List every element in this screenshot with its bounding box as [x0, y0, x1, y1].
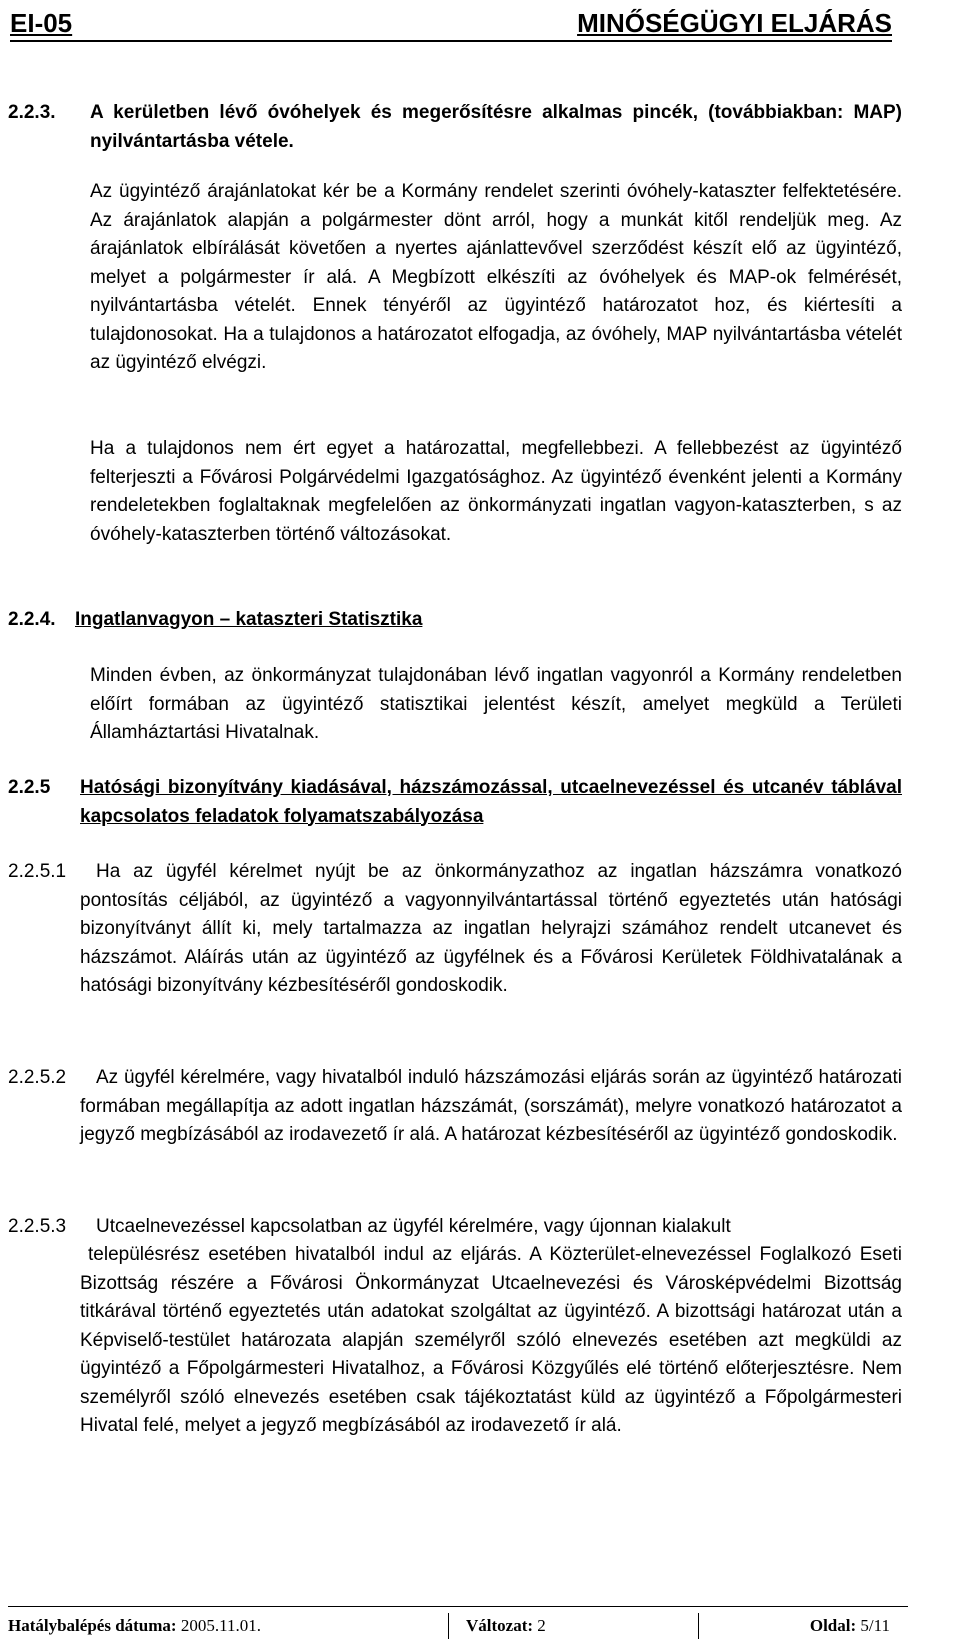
subsection-number: 2.2.5.3 — [8, 1216, 67, 1237]
version: Változat: 2 — [466, 1616, 546, 1635]
section-number: 2.2.3. — [8, 102, 56, 123]
effective-date: Hatálybalépés dátuma: 2005.11.01. — [8, 1616, 261, 1635]
paragraph-first-line: Utcaelnevezéssel kapcsolatban az ügyfél kérelmére, vagy újonnan kialakult — [96, 1216, 731, 1237]
page-number: Oldal: 5/11 — [809, 1616, 890, 1635]
document-header — [10, 6, 892, 42]
section-number: 2.2.4. — [8, 609, 56, 630]
subsection-number: 2.2.5.1 — [8, 861, 67, 882]
paragraph: Az ügyfél kérelmére, vagy hivatalból induló házszámozási eljárás során az ügyintéző határozati formában megállapítja az adott ingatlan házszámát, (sorszámát), melyre vonatkozó határozatot a jegyző megbízásából az irodavezető ír alá. A határozat kézbesítéséről az ügyintéző gondoskodik. — [80, 1067, 902, 1145]
document-type: MINŐSÉGÜGYI ELJÁRÁS — [577, 8, 892, 38]
section-title: A kerületben lévő óvóhelyek és megerősítésre alkalmas pincék, (továbbiakban: MAP) nyilvántartásba vétele. — [90, 102, 902, 152]
document-footer — [8, 1606, 908, 1641]
subsection-number: 2.2.5.2 — [8, 1067, 67, 1088]
paragraph: Az ügyintéző árajánlatokat kér be a Kormány rendelet szerinti óvóhely-kataszter felfektetésére. Az árajánlatok alapján a polgármester dönt arról, hogy a munkát kitől rendeljük meg. Az árajánlatok elbírálását követően a nyertes ajánlattevővel szerződést készít elő az ügyintéző, melyet a polgármester ír alá. A Megbízott elkészíti az óvóhelyek és MAP-ok felmérését, nyilvántartásba vételét. Ennek tényéről az ügyintéző határozatot hoz, és kiértesíti a tulajdonosokat. Ha a tulajdonos a határozatot elfogadja, az óvóhely, MAP nyilvántartásba vételét az ügyintéző elvégzi. — [90, 181, 902, 373]
section-number: 2.2.5 — [8, 777, 51, 798]
paragraph: Minden évben, az önkormányzat tulajdonában lévő ingatlan vagyonról a Kormány rendeletben előírt formában az ügyintéző statisztikai jelentést készít, amelyet megküld a Területi Államháztartási Hivatalnak. — [90, 665, 902, 743]
footer-divider — [448, 1613, 449, 1639]
paragraph: Ha az ügyfél kérelmet nyújt be az önkormányzathoz az ingatlan házszámra vonatkozó pontosítás céljából, az ügyintéző a vagyonnyilvántartással történő egyeztetés után hatósági bizonyítványt állít ki, mely tartalmazza az ingatlan helyrajzi számához rendelt utcanevet és házszámot. Aláírás után az ügyintéző az ügyfélnek és a Fővárosi Kerületek Földhivatalának a hatósági bizonyítvány kézbesítéséről gondoskodik. — [80, 861, 902, 996]
section-title: Hatósági bizonyítvány kiadásával, házszámozással, utcaelnevezéssel és utcanév táblával kapcsolatos feladatok folyamatszabályozása — [80, 777, 902, 827]
paragraph: Ha a tulajdonos nem ért egyet a határozattal, megfellebbezi. A fellebbezést az ügyintéző felterjeszti a Fővárosi Polgárvédelmi Igazgatósághoz. Az ügyintéző évenként jelenti a Kormány rendeletekben foglaltaknak megfelelően az önkormányzati ingatlan vagyon-kataszterben, s az óvóhely-kataszterben történő változásokat. — [90, 438, 902, 545]
paragraph: településrész esetében hivatalból indul az eljárás. A Közterület-elnevezéssel Foglalkozó Eseti Bizottság részére a Fővárosi Önkormányzat Utcaelnevezési és Városképvédelmi Bizottság titkárával történő egyeztetés után adatokat szolgáltat az ügyintéző. A bizottsági határozat után a Képviselő-testület határozata alapján személyről szóló elnevezés esetében azt megküldi az ügyintéző a Főpolgármesteri Hivatalhoz, a Fővárosi Közgyűlés elé történő előterjesztésre. Nem személyről szóló elnevezés esetében csak tájékoztatást küld az ügyintéző a Főpolgármesteri Hivatal felé, melyet a jegyző megbízásából az irodavezető ír alá. — [80, 1244, 902, 1436]
document-code: EI-05 — [10, 8, 73, 38]
footer-divider — [698, 1613, 699, 1639]
section-title: Ingatlanvagyon – kataszteri Statisztika — [75, 609, 423, 630]
